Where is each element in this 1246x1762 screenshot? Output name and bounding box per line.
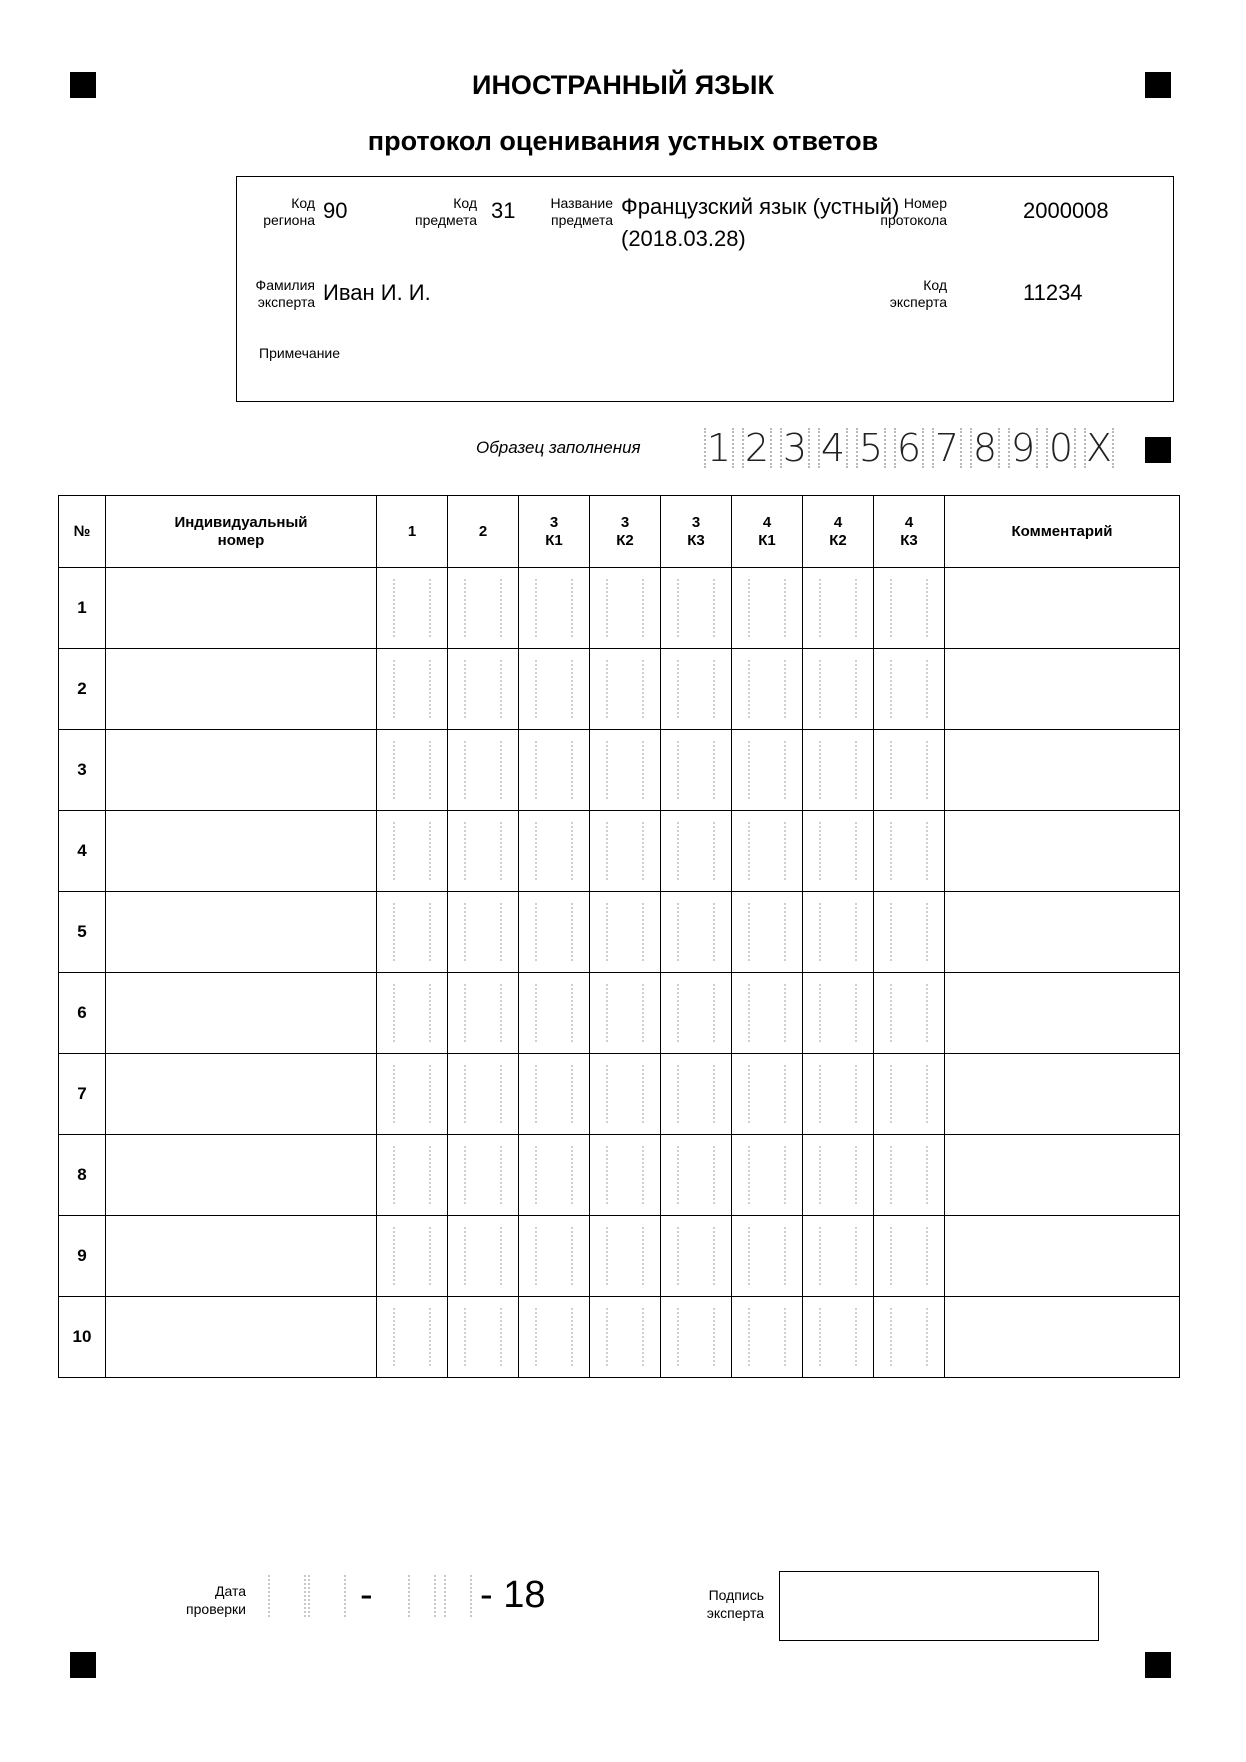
date-separator: - [360,1574,373,1616]
digit-box [464,1065,502,1123]
expert-signature-box[interactable] [779,1571,1099,1641]
expert-code-label: Код эксперта [889,277,947,310]
digit-box [819,822,857,880]
header-number: № [59,496,106,568]
score-cell-task-4-k2[interactable] [803,1135,874,1216]
score-cell-task-3-k2[interactable] [590,811,661,892]
score-cell-task-3-k3[interactable] [661,1216,732,1297]
sample-digit: 3 [776,428,814,468]
digit-box [606,822,644,880]
header-task-3-k1: 3 К1 [519,496,590,568]
individual-number-cell[interactable] [106,730,377,811]
digit-box [819,984,857,1042]
table-row [59,649,1180,730]
score-cell-task-4-k2[interactable] [803,811,874,892]
digit-box [748,741,786,799]
score-cell-task-1[interactable] [377,649,448,730]
score-cell-task-3-k1[interactable] [519,568,590,649]
region-code-label: Код региона [263,195,315,228]
table-header-row [59,496,1180,568]
check-date-label: Дата проверки [186,1583,246,1617]
digit-box [464,822,502,880]
sample-digit: 6 [890,428,928,468]
score-cell-task-4-k1[interactable] [732,973,803,1054]
row-number: 7 [59,1054,106,1135]
subject-name-label: Название предмета [550,195,613,228]
sample-digit: 9 [1004,428,1042,468]
digit-box [748,984,786,1042]
score-cell-task-3-k1[interactable] [519,1135,590,1216]
individual-number-cell[interactable] [106,1135,377,1216]
table-row [59,811,1180,892]
score-cell-task-2[interactable] [448,1216,519,1297]
score-cell-task-4-k2[interactable] [803,1297,874,1378]
header-task-2: 2 [448,496,519,568]
grading-table [58,495,1180,1378]
digit-box [819,1227,857,1285]
score-cell-task-3-k2[interactable] [590,1297,661,1378]
comment-cell[interactable] [945,1216,1180,1297]
comment-cell[interactable] [945,1054,1180,1135]
digit-box [819,1146,857,1204]
score-cell-task-3-k3[interactable] [661,568,732,649]
score-cell-task-1[interactable] [377,892,448,973]
digit-box [606,1227,644,1285]
score-cell-task-3-k2[interactable] [590,1216,661,1297]
score-cell-task-3-k3[interactable] [661,1054,732,1135]
row-number: 4 [59,811,106,892]
table-row [59,568,1180,649]
digit-box [677,1065,715,1123]
digit-box [535,579,573,637]
row-number: 1 [59,568,106,649]
score-cell-task-2[interactable] [448,568,519,649]
digit-box [890,822,928,880]
digit-box [535,1308,573,1366]
digit-box [890,741,928,799]
comment-cell[interactable] [945,811,1180,892]
digit-box [393,1065,431,1123]
subject-name-value: Французский язык (устный) (2018.03.28) [621,194,900,251]
score-cell-task-1[interactable] [377,973,448,1054]
digit-box [535,741,573,799]
protocol-info-box [236,176,1174,402]
sample-digit: 5 [852,428,890,468]
row-number: 2 [59,649,106,730]
date-month-digit-2[interactable] [434,1575,472,1617]
digit-box [464,1146,502,1204]
score-cell-task-4-k2[interactable] [803,568,874,649]
expert-code-value: 11234 [1023,280,1083,305]
header-task-4-k2: 4 К2 [803,496,874,568]
digit-box [890,1308,928,1366]
digit-box [677,903,715,961]
digit-box [677,741,715,799]
score-cell-task-3-k3[interactable] [661,730,732,811]
table-row [59,973,1180,1054]
score-cell-task-2[interactable] [448,1297,519,1378]
sample-digit: 0 [1042,428,1080,468]
score-cell-task-4-k2[interactable] [803,730,874,811]
score-cell-task-4-k3[interactable] [874,1054,945,1135]
digit-box [890,903,928,961]
comment-cell[interactable] [945,1297,1180,1378]
protocol-number-label: Номер протокола [880,195,947,228]
score-cell-task-3-k2[interactable] [590,973,661,1054]
header-comment: Комментарий [945,496,1180,568]
digit-box [890,1227,928,1285]
comment-cell[interactable] [945,892,1180,973]
individual-number-cell[interactable] [106,1216,377,1297]
score-cell-task-3-k1[interactable] [519,649,590,730]
individual-number-cell[interactable] [106,1297,377,1378]
subject-code-value: 31 [491,198,516,223]
table-row [59,1135,1180,1216]
digit-box [890,1146,928,1204]
score-cell-task-3-k2[interactable] [590,1135,661,1216]
score-cell-task-3-k3[interactable] [661,973,732,1054]
score-cell-task-4-k2[interactable] [803,973,874,1054]
score-cell-task-4-k1[interactable] [732,649,803,730]
score-cell-task-2[interactable] [448,649,519,730]
score-cell-task-3-k3[interactable] [661,1135,732,1216]
digit-box [535,903,573,961]
table-row [59,1297,1180,1378]
digit-box [393,1146,431,1204]
score-cell-task-3-k1[interactable] [519,1297,590,1378]
header-task-3-k3: 3 К3 [661,496,732,568]
sample-digit: 8 [966,428,1004,468]
sample-digit: 1 [700,428,738,468]
digit-box [535,1227,573,1285]
score-cell-task-3-k3[interactable] [661,811,732,892]
score-cell-task-3-k1[interactable] [519,892,590,973]
digit-box [606,984,644,1042]
row-number: 10 [59,1297,106,1378]
score-cell-task-4-k2[interactable] [803,649,874,730]
sample-fill-label: Образец заполнения [476,438,641,457]
score-cell-task-1[interactable] [377,568,448,649]
digit-box [748,1146,786,1204]
score-cell-task-2[interactable] [448,973,519,1054]
score-cell-task-2[interactable] [448,892,519,973]
header-task-4-k1: 4 К1 [732,496,803,568]
sample-digit: 2 [738,428,776,468]
header-task-3-k2: 3 К2 [590,496,661,568]
expert-name-label: Фамилия эксперта [255,277,315,310]
digit-box [748,1308,786,1366]
sample-fill-digits [700,428,1118,468]
header-individual-number: Индивидуальный номер [106,496,377,568]
score-cell-task-4-k1[interactable] [732,811,803,892]
digit-box [748,579,786,637]
score-cell-task-4-k1[interactable] [732,568,803,649]
digit-box [819,741,857,799]
digit-box [890,579,928,637]
score-cell-task-3-k1[interactable] [519,1216,590,1297]
subject-code-label: Код предмета [414,195,477,228]
score-cell-task-3-k2[interactable] [590,568,661,649]
comment-cell[interactable] [945,568,1180,649]
digit-box [393,741,431,799]
digit-box [393,1227,431,1285]
digit-box [890,660,928,718]
score-cell-task-4-k1[interactable] [732,730,803,811]
digit-box [819,1065,857,1123]
table-row [59,892,1180,973]
score-cell-task-3-k2[interactable] [590,730,661,811]
comment-cell[interactable] [945,730,1180,811]
score-cell-task-3-k1[interactable] [519,1054,590,1135]
digit-box [819,660,857,718]
score-cell-task-2[interactable] [448,1054,519,1135]
digit-box [890,984,928,1042]
registration-marker-bottom-right [1145,1652,1171,1678]
individual-number-cell[interactable] [106,973,377,1054]
score-cell-task-3-k2[interactable] [590,1054,661,1135]
digit-box [606,579,644,637]
date-day-digit-2[interactable] [308,1575,346,1617]
digit-box [748,1227,786,1285]
score-cell-task-4-k3[interactable] [874,649,945,730]
score-cell-task-4-k2[interactable] [803,1216,874,1297]
score-cell-task-3-k2[interactable] [590,892,661,973]
digit-box [606,1308,644,1366]
score-cell-task-4-k3[interactable] [874,730,945,811]
page-title: ИНОСТРАННЫЙ ЯЗЫК [472,70,774,100]
digit-box [535,822,573,880]
digit-box [677,660,715,718]
score-cell-task-3-k1[interactable] [519,973,590,1054]
digit-box [890,1065,928,1123]
sample-digit: X [1080,428,1118,468]
score-cell-task-4-k1[interactable] [732,1297,803,1378]
digit-box [393,984,431,1042]
digit-box [819,903,857,961]
score-cell-task-4-k3[interactable] [874,973,945,1054]
digit-box [606,903,644,961]
individual-number-cell[interactable] [106,892,377,973]
score-cell-task-1[interactable] [377,1054,448,1135]
score-cell-task-4-k3[interactable] [874,568,945,649]
sample-digit: 7 [928,428,966,468]
individual-number-cell[interactable] [106,649,377,730]
digit-box [677,1308,715,1366]
digit-box [464,984,502,1042]
digit-box [606,1146,644,1204]
table-row [59,730,1180,811]
row-number: 6 [59,973,106,1054]
digit-box [748,660,786,718]
date-day-digit-1[interactable] [268,1575,306,1617]
table-row [59,1054,1180,1135]
score-cell-task-2[interactable] [448,811,519,892]
digit-box [535,660,573,718]
individual-number-cell[interactable] [106,1054,377,1135]
score-cell-task-3-k2[interactable] [590,649,661,730]
digit-box [606,1065,644,1123]
digit-box [819,579,857,637]
digit-box [464,579,502,637]
score-cell-task-4-k3[interactable] [874,1297,945,1378]
digit-box [393,660,431,718]
digit-box [535,1146,573,1204]
region-code-value: 90 [323,198,348,223]
digit-box [393,903,431,961]
header-task-4-k3: 4 К3 [874,496,945,568]
sample-digit: 4 [814,428,852,468]
score-cell-task-4-k2[interactable] [803,892,874,973]
digit-box [748,822,786,880]
score-cell-task-2[interactable] [448,1135,519,1216]
score-cell-task-1[interactable] [377,1297,448,1378]
score-cell-task-4-k3[interactable] [874,1135,945,1216]
digit-box [748,903,786,961]
individual-number-cell[interactable] [106,568,377,649]
score-cell-task-1[interactable] [377,1216,448,1297]
header-task-1: 1 [377,496,448,568]
score-cell-task-3-k1[interactable] [519,730,590,811]
digit-box [677,1227,715,1285]
row-number: 8 [59,1135,106,1216]
protocol-number-value: 2000008 [1023,198,1109,223]
digit-box [393,822,431,880]
score-cell-task-4-k2[interactable] [803,1054,874,1135]
row-number: 3 [59,730,106,811]
comment-cell[interactable] [945,649,1180,730]
digit-box [677,984,715,1042]
score-cell-task-4-k3[interactable] [874,811,945,892]
score-cell-task-4-k1[interactable] [732,892,803,973]
score-cell-task-1[interactable] [377,1135,448,1216]
note-label: Примечание [259,345,341,361]
score-cell-task-4-k1[interactable] [732,1054,803,1135]
digit-box [464,1227,502,1285]
score-cell-task-3-k3[interactable] [661,649,732,730]
digit-box [393,1308,431,1366]
individual-number-cell[interactable] [106,811,377,892]
digit-box [748,1065,786,1123]
digit-box [677,1146,715,1204]
table-row [59,1216,1180,1297]
page-subtitle: протокол оценивания устных ответов [367,126,879,156]
digit-box [464,1308,502,1366]
digit-box [464,660,502,718]
score-cell-task-4-k1[interactable] [732,1216,803,1297]
digit-box [819,1308,857,1366]
digit-box [535,984,573,1042]
score-cell-task-3-k1[interactable] [519,811,590,892]
score-cell-task-4-k1[interactable] [732,1135,803,1216]
score-cell-task-3-k3[interactable] [661,1297,732,1378]
digit-box [393,579,431,637]
digit-box [464,903,502,961]
score-cell-task-4-k3[interactable] [874,892,945,973]
digit-box [535,1065,573,1123]
score-cell-task-3-k3[interactable] [661,892,732,973]
score-cell-task-1[interactable] [377,811,448,892]
score-cell-task-4-k3[interactable] [874,1216,945,1297]
row-number: 9 [59,1216,106,1297]
score-cell-task-1[interactable] [377,730,448,811]
expert-name-value: Иван И. И. [323,280,431,305]
digit-box [677,579,715,637]
score-cell-task-2[interactable] [448,730,519,811]
comment-cell[interactable] [945,973,1180,1054]
digit-box [677,822,715,880]
row-number: 5 [59,892,106,973]
registration-marker-mid-right [1145,437,1171,463]
signature-label: Подпись эксперта [706,1587,764,1621]
digit-box [606,660,644,718]
digit-box [606,741,644,799]
date-year-suffix: - 18 [480,1574,546,1616]
registration-marker-bottom-left [70,1652,96,1678]
comment-cell[interactable] [945,1135,1180,1216]
digit-box [464,741,502,799]
